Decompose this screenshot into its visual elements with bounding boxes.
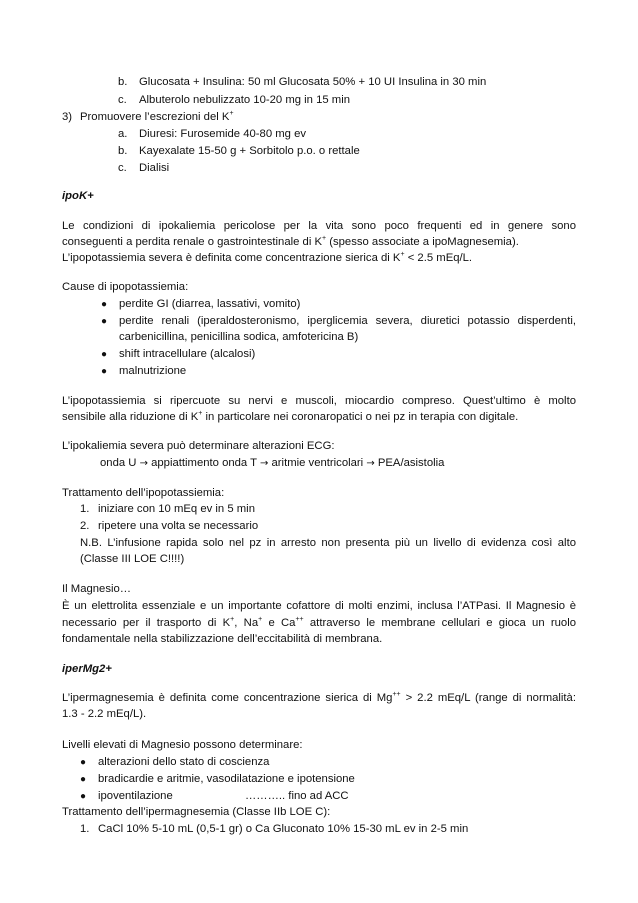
list-item: ripetere una volta se necessario [98,520,259,532]
list-item: alterazioni dello stato di coscienza [98,756,270,768]
list-item: CaCl 10% 5-10 mL (0,5-1 gr) o Ca Gluconato 10% 15-30 mL ev in 2-5 min [98,823,469,835]
bullet-icon: ● [80,791,87,802]
section-heading-ipermg: iperMg2+ [62,663,112,675]
arrow-right-icon: → [139,458,148,469]
paragraph-line: L’ipopotassiemia si ripercuote su nervi e muscoli, miocardio compreso. Quest’ultimo è molto [62,395,576,407]
list-item: perdite GI (diarrea, lassativi, vomito) [119,298,301,310]
list-item: Albuterolo nebulizzato 10-20 mg in 15 min [139,94,351,106]
treatment-title: Trattamento dell’ipermagnesemia (Classe IIb LOE C): [62,806,331,818]
note-line: N.B. L’infusione rapida solo nel pz in arresto non presenta più un livello di evidenza così alto [80,537,576,549]
bullet-icon: ● [80,774,87,785]
causes-title: Cause di ipopotassiemia: [62,281,189,293]
section-heading-ipok: ipoK+ [62,190,94,202]
section-title-magnesio: Il Magnesio… [62,583,132,595]
paragraph-line: sensibile alla riduzione di K+ in particolare nei coronaropatici o nei pz in terapia con digitale. [62,410,519,423]
paragraph-line: Le condizioni di ipokaliemia pericolose per la vita sono poco frequenti ed in genere sono [62,220,576,232]
levels-title: Livelli elevati di Magnesio possono determinare: [62,739,303,751]
list-item: Diuresi: Furosemide 40-80 mg ev [139,128,307,140]
bullet-icon: ● [101,366,108,377]
list-item: malnutrizione [119,365,187,377]
list-number: 2. [80,520,90,532]
paragraph-line: necessario per il trasporto di K+, Na+ e Ca++ attraverso le membrane cellulari e gioca un ruolo [62,616,576,629]
list-label: c. [118,94,127,106]
list-item: bradicardie e aritmie, vasodilatazione e ipotensione [98,773,355,785]
list-label: c. [118,162,127,174]
definition-line: 1.3 - 2.2 mEq/L). [62,708,147,720]
list-item: ipoventilazione [98,790,173,802]
ecg-sequence: onda U → appiattimento onda T → aritmie ventricolari → PEA/asistolia [100,457,445,469]
list-number: 1. [80,823,90,835]
definition-line: L’ipopotassiemia severa è definita come concentrazione sierica di K+ < 2.5 mEq/L. [62,251,473,264]
list-label: b. [118,145,128,157]
list-item: perdite renali (iperaldosteronismo, iperglicemia severa, diuretici potassio disperdenti, [119,315,576,327]
definition-line: L’ipermagnesemia è definita come concentrazione sierica di Mg++ > 2.2 mEq/L (range di normalità: [62,691,576,704]
list-item: shift intracellulare (alcalosi) [119,348,256,360]
ecg-title: L’ipokaliemia severa può determinare alterazioni ECG: [62,440,335,452]
list-item: Kayexalate 15-50 g + Sorbitolo p.o. o rettale [139,145,360,157]
note-line: (Classe III LOE C!!!!) [80,553,185,565]
list-label: b. [118,76,128,88]
bullet-icon: ● [101,299,108,310]
paragraph-line: conseguenti a perdita renale o gastrointestinale di K+ (spesso associate a ipoMagnesemia). [62,235,519,248]
list-item-suffix: ……….. fino ad ACC [245,790,349,802]
bullet-icon: ● [101,349,108,360]
list-item-continuation: carbenicillina, penicillina sodica, amfotericina B) [119,331,359,343]
list-number: 1. [80,503,90,515]
list-item: Promuovere l’escrezioni del K+ [80,110,234,123]
list-item: iniziare con 10 mEq ev in 5 min [98,503,255,515]
paragraph-line: fondamentale nella stabilizzazione dell’eccitabilità di membrana. [62,633,383,645]
list-item: Dialisi [139,162,170,174]
bullet-icon: ● [80,757,87,768]
paragraph-line: È un elettrolita essenziale e un importante cofattore di molti enzimi, inclusa l’ATPasi. Il Magnesio è [62,600,576,612]
bullet-icon: ● [101,316,108,327]
arrow-right-icon: → [366,458,375,469]
list-item: Glucosata + Insulina: 50 ml Glucosata 50% + 10 UI Insulina in 30 min [139,76,487,88]
treatment-title: Trattamento dell’ipopotassiemia: [62,487,225,499]
list-label: a. [118,128,128,140]
arrow-right-icon: → [259,458,269,469]
list-label: 3) [62,111,73,123]
